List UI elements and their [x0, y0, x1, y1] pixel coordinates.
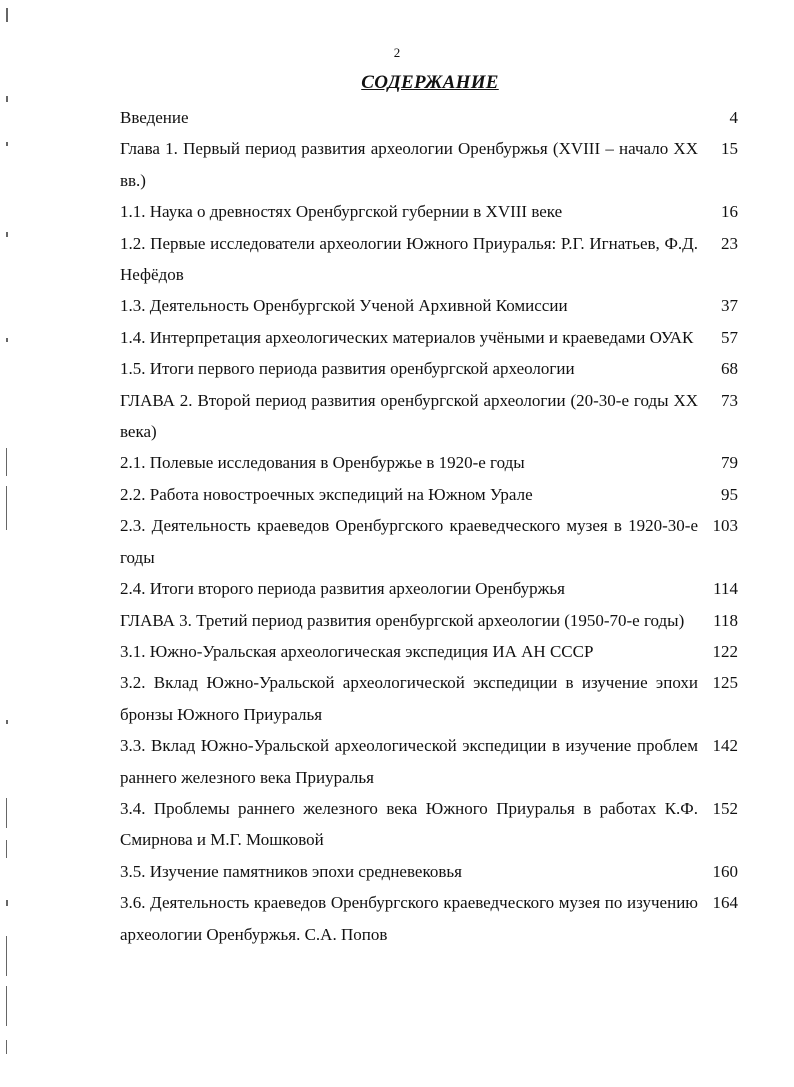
toc-entry-title: Введение — [120, 108, 189, 127]
toc-entry-page: 160 — [712, 861, 738, 881]
toc-entry — [120, 636, 738, 667]
toc-entry-title: 2.4. Итоги второго периода развития археологии Оренбуржья — [120, 579, 565, 599]
scan-margin-marks — [6, 0, 18, 1087]
toc-entry-page: 4 — [729, 108, 738, 127]
toc-entry-title: 2.1. Полевые исследования в Оренбуржье в 1920-е годы — [120, 453, 525, 473]
toc-entry-page: 164 — [712, 893, 738, 913]
toc-entry — [120, 605, 738, 636]
toc-entry-title: 3.3. Вклад Южно-Уральской археологической экспедиции в изучение проблем раннего железного века Приуралья — [120, 736, 698, 787]
toc-entry-page: 23 — [721, 233, 738, 253]
toc-entry — [120, 856, 738, 887]
toc-entry-page: 152 — [712, 798, 738, 818]
toc-entry-page: 57 — [721, 327, 738, 347]
toc-entry-page: 68 — [721, 359, 738, 379]
toc-entry-title: 2.2. Работа новостроечных экспедиций на Южном Урале — [120, 484, 533, 504]
toc-entry — [120, 133, 738, 196]
toc-entry-page: 73 — [721, 390, 738, 410]
toc-entry — [120, 385, 738, 448]
toc-entry — [120, 479, 738, 510]
toc-entry-page: 125 — [712, 673, 738, 693]
toc-entry — [120, 793, 738, 856]
toc-entry-title: Глава 1. Первый период развития археологии Оренбуржья (XVIII – начало XX вв.) — [120, 139, 698, 190]
toc-entry-title: 1.3. Деятельность Оренбургской Ученой Архивной Комиссии — [120, 296, 568, 316]
toc-entry-title: 1.5. Итоги первого периода развития оренбургской археологии — [120, 359, 575, 379]
toc-entry-page: 79 — [721, 453, 738, 473]
toc-entry — [120, 102, 738, 133]
page-title: СОДЕРЖАНИЕ — [361, 72, 499, 93]
page-number: 2 — [393, 45, 401, 60]
toc-entry — [120, 573, 738, 604]
toc-entry-title: 1.4. Интерпретация археологических материалов учёными и краеведами ОУАК — [120, 327, 694, 347]
toc-entry-page: 122 — [712, 641, 738, 661]
toc-entry-title: ГЛАВА 2. Второй период развития оренбургской археологии (20-30-е годы XX века) — [120, 390, 698, 442]
toc-entry-page: 95 — [721, 484, 738, 504]
toc-entry — [120, 196, 738, 227]
toc-entry-title: 1.1. Наука о древностях Оренбургской губернии в XVIII веке — [120, 202, 563, 222]
toc-entry-title: 1.2. Первые исследователи археологии Южного Приуралья: Р.Г. Игнатьев, Ф.Д. Нефёдов — [120, 233, 698, 285]
toc-entry-page: 142 — [712, 736, 738, 756]
toc-entry — [120, 887, 738, 950]
toc-entry-title: ГЛАВА 3. Третий период развития оренбургской археологии (1950-70-е годы) — [120, 610, 685, 630]
toc-entry-title: 3.6. Деятельность краеведов Оренбургского краеведческого музея по изучению археологии Оренбуржья. С.А. Попов — [120, 893, 698, 944]
toc-entry-title: 3.4. Проблемы раннего железного века Южного Приуралья в работах К.Ф. Смирнова и М.Г. Мошковой — [120, 798, 698, 850]
toc-entry — [120, 322, 738, 353]
toc-entry-title: 3.5. Изучение памятников эпохи средневековья — [120, 861, 462, 881]
toc-entry-page: 16 — [721, 202, 738, 222]
toc-entry — [120, 667, 738, 730]
toc-entry-page: 118 — [713, 610, 738, 630]
toc-entry-page: 114 — [713, 579, 738, 599]
toc-entry — [120, 228, 738, 291]
toc-entry — [120, 353, 738, 384]
toc-entry-title: 2.3. Деятельность краеведов Оренбургского краеведческого музея в 1920-30-е годы — [120, 516, 698, 567]
toc-entry-title: 3.2. Вклад Южно-Уральской археологической экспедиции в изучение эпохи бронзы Южного Приуралья — [120, 673, 698, 724]
toc-entry — [120, 290, 738, 321]
toc-entry — [120, 730, 738, 793]
table-of-contents — [120, 102, 738, 950]
toc-entry-page: 103 — [712, 516, 738, 536]
toc-entry-page: 15 — [721, 139, 738, 159]
toc-entry-title: 3.1. Южно-Уральская археологическая экспедиция ИА АН СССР — [120, 641, 594, 661]
toc-entry-page: 37 — [721, 296, 738, 316]
toc-entry — [120, 510, 738, 573]
toc-entry — [120, 447, 738, 478]
